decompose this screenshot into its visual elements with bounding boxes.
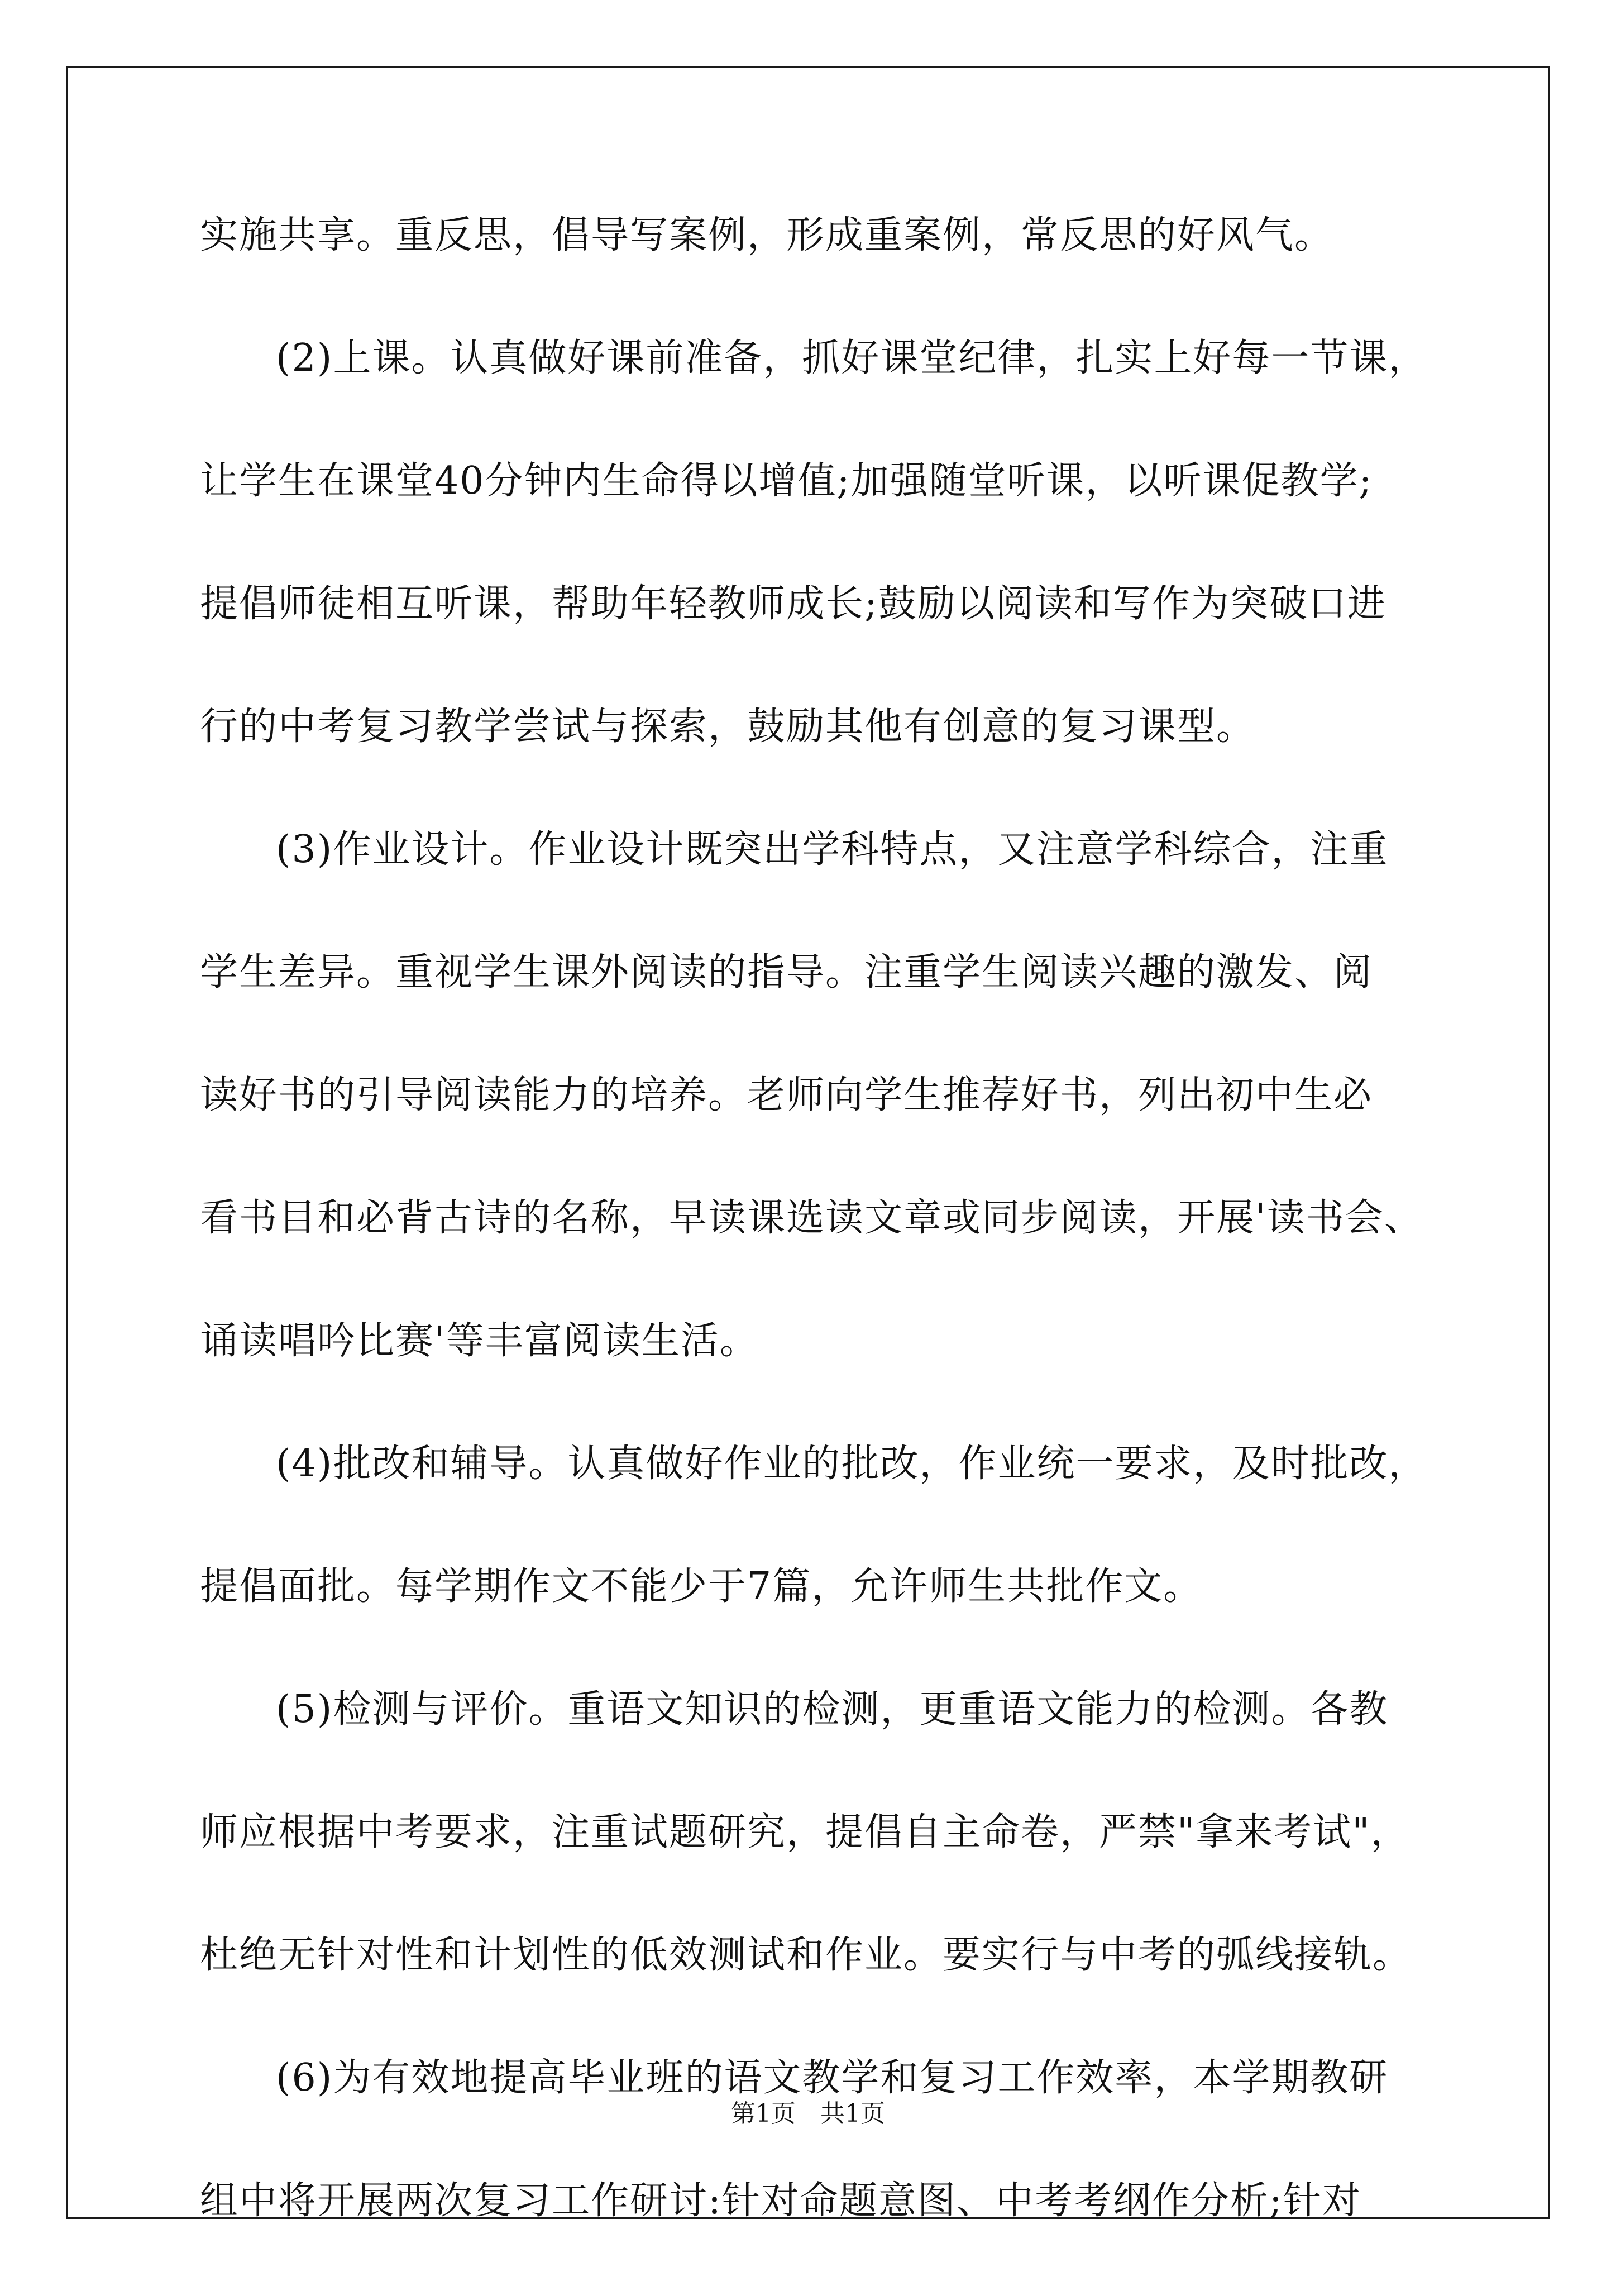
document-body [200, 208, 1428, 2296]
text-line: 行的中考复习教学尝试与探索，鼓励其他有创意的复习课型。 [200, 705, 1256, 749]
text-line: 师应根据中考要求，注重试题研究，提倡自主命卷，严禁"拿来考试"， [200, 1810, 1410, 1854]
paragraph-line: (3)作业设计。作业设计既突出学科特点，又注意学科综合，注重 [276, 827, 1389, 872]
text-line: 诵读唱吟比赛'等丰富阅读生活。 [200, 1319, 759, 1363]
page-number-label: 第1页 共1页 [731, 2099, 885, 2128]
paragraph-line: (6)为有效地提高毕业班的语文教学和复习工作效率，本学期教研 [276, 2056, 1389, 2100]
text-line: 提倡师徒相互听课，帮助年轻教师成长;鼓励以阅读和写作为突破口进 [200, 582, 1386, 626]
paragraph-line: (2)上课。认真做好课前准备，抓好课堂纪律，扎实上好每一节课， [276, 336, 1428, 380]
text-line: 学生差异。重视学生课外阅读的指导。注重学生阅读兴趣的激发、阅 [200, 950, 1373, 994]
text-line: 实施共享。重反思，倡导写案例，形成重案例，常反思的好风气。 [200, 213, 1334, 257]
page-footer [0, 2097, 1616, 2131]
text-line: 杜绝无针对性和计划性的低效测试和作业。要实行与中考的弧线接轨。 [200, 1933, 1412, 1977]
text-line: 组中将开展两次复习工作研讨:针对命题意图、中考考纲作分析;针对 [200, 2179, 1361, 2223]
paragraph-line: (5)检测与评价。重语文知识的检测，更重语文能力的检测。各教 [276, 1687, 1389, 1731]
text-line: 读好书的引导阅读能力的培养。老师向学生推荐好书，列出初中生必 [200, 1073, 1373, 1117]
text-line: 让学生在课堂40分钟内生命得以增值;加强随堂听课，以听课促教学; [200, 459, 1373, 503]
text-line: 看书目和必背古诗的名称，早读课选读文章或同步阅读，开展'读书会、 [200, 1196, 1423, 1240]
text-line: 提倡面批。每学期作文不能少于7篇，允许师生共批作文。 [200, 1565, 1203, 1609]
paragraph-line: (4)批改和辅导。认真做好作业的批改，作业统一要求，及时批改， [276, 1442, 1428, 1486]
